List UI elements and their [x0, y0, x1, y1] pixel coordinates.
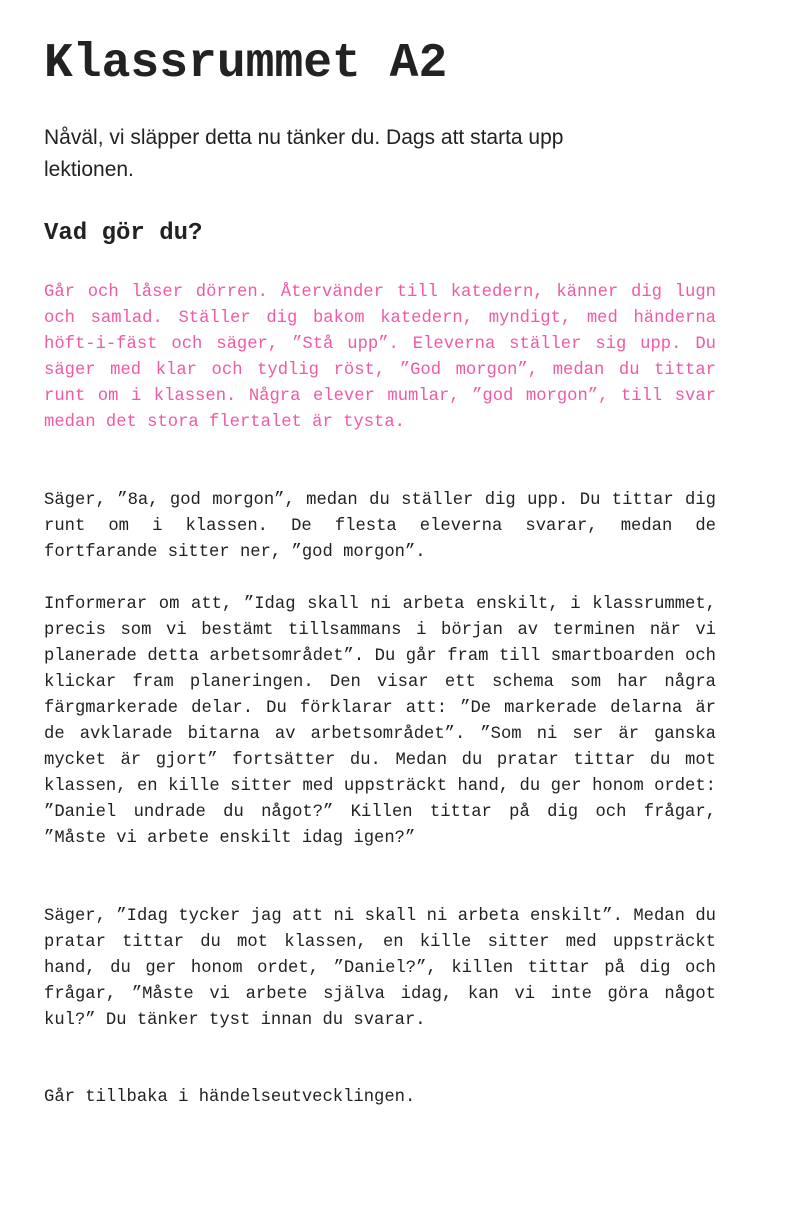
question-heading: Vad gör du? [44, 220, 203, 247]
page-title: Klassrummet A2 [44, 37, 448, 91]
choice-link-3[interactable]: Informerar om att, ”Idag skall ni arbeta enskilt, i klassrummet, precis som vi bestämt tillsammans i början av terminen när vi planerade detta arbetsområdet”. Du går fram till smartboarden och klickar fram planeringen. Den visar ett schema som har några färgmarkerade delar. Du förklarar att: ”De markerade delarna är de avklarade bitarna av arbetsområdet”. ”Som ni ser är ganska mycket är gjort” fortsätter du. Medan du pratar tittar du mot klassen, en kille sitter med uppsträckt hand, du ger honom ordet: ”Daniel undrade du något?” Killen tittar på dig och frågar, ”Måste vi arbete enskilt idag igen?” [44, 595, 716, 848]
choice-link-4[interactable]: Säger, ”Idag tycker jag att ni skall ni arbeta enskilt”. Medan du pratar tittar du mot klassen, en kille sitter med uppsträckt hand, du ger honom ordet, ”Daniel?”, killen tittar på dig och frågar, ”Måste vi arbete själva idag, kan vi inte göra något kul?” Du tänker tyst innan du svarar. [44, 907, 716, 1030]
choice-option-2[interactable] [44, 488, 716, 566]
choice-link-2[interactable]: Säger, ”8a, god morgon”, medan du ställer dig upp. Du tittar dig runt om i klassen. De flesta eleverna svarar, medan de fortfarande sitter ner, ”god morgon”. [44, 491, 716, 562]
choice-link-1[interactable]: Går och låser dörren. Återvänder till katedern, känner dig lugn och samlad. Ställer dig bakom katedern, myndigt, med händerna höft-i-fäst och säger, ”Stå upp”. Eleverna ställer sig upp. Du säger med klar och tydlig röst, ”God morgon”, medan du tittar runt om i klassen. Några elever mumlar, ”god morgon”, till svar medan det stora flertalet är tysta. [44, 283, 716, 432]
back-choice[interactable] [44, 1085, 716, 1111]
choice-option-1[interactable] [44, 280, 716, 436]
choice-option-3[interactable] [44, 592, 716, 852]
intro-text: Nåväl, vi släpper detta nu tänker du. Dags att starta upp lektionen. [44, 126, 564, 181]
choice-option-4[interactable] [44, 904, 716, 1034]
back-link[interactable]: Går tillbaka i händelseutvecklingen. [44, 1088, 416, 1107]
